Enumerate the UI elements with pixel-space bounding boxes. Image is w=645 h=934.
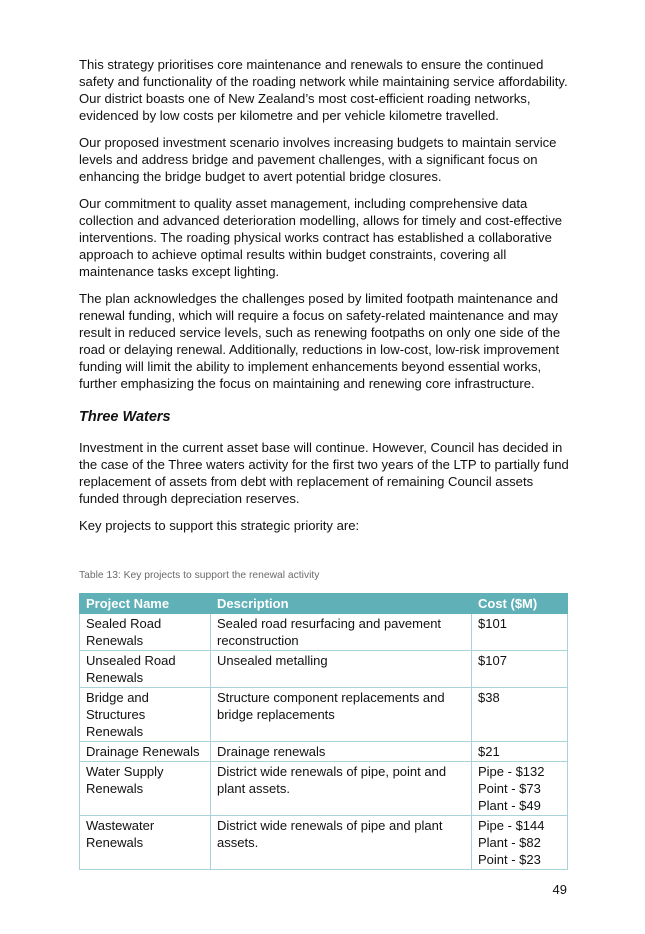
paragraph-asset-management: Our commitment to quality asset management, including comprehensive data collection and advanced deterioration modelling, allows for timely and cost-effective interventions. The roading physical works contract has established a collaborative approach to achieve optimal results within budget constraints, covering all maintenance tasks except lighting. <box>79 196 563 279</box>
table-row <box>80 742 568 762</box>
cell-description: Structure component replacements and bridge replacements <box>211 688 472 742</box>
table-row <box>80 688 568 742</box>
paragraph-key-projects-intro: Key projects to support this strategic priority are: <box>79 518 360 533</box>
table-row <box>80 816 568 870</box>
key-projects-table <box>79 593 568 870</box>
section-heading-three-waters: Three Waters <box>79 409 171 425</box>
table-header-row <box>80 594 568 614</box>
cost-value-pipe: Pipe - $132 <box>478 764 545 779</box>
table-row <box>80 651 568 688</box>
cost-value: $107 <box>478 653 507 668</box>
table-caption: Table 13: Key projects to support the renewal activity <box>79 570 320 581</box>
paragraph-roading-strategy: This strategy prioritises core maintenance and renewals to ensure the continued safety and functionality of the roading network while maintaining service affordability. Our district boasts one of New Zealand’s most cost-efficient roading networks, evidenced by low costs per kilometre and per vehicle kilometre travelled. <box>79 57 568 123</box>
page-number: 49 <box>552 882 567 897</box>
document-body <box>79 56 569 544</box>
cell-cost <box>472 762 568 816</box>
paragraph-three-waters-investment: Investment in the current asset base will continue. However, Council has decided in the case of the Three waters activity for the first two years of the LTP to partially fund replacement of assets from debt with replacement of remaining Council assets funded through depreciation reserves. <box>79 440 569 506</box>
table-row <box>80 762 568 816</box>
cell-description: Drainage renewals <box>211 742 472 762</box>
cost-value-plant: Plant - $49 <box>478 798 541 813</box>
header-project-name: Project Name <box>80 594 211 614</box>
cell-project-name: Unsealed Road Renewals <box>80 651 211 688</box>
cell-project-name: Wastewater Renewals <box>80 816 211 870</box>
table-row <box>80 614 568 651</box>
cell-cost <box>472 651 568 688</box>
header-description: Description <box>211 594 472 614</box>
cell-project-name: Drainage Renewals <box>80 742 211 762</box>
paragraph-investment-scenario: Our proposed investment scenario involves increasing budgets to maintain service levels and address bridge and pavement challenges, with a significant focus on enhancing the bridge budget to avert potential bridge closures. <box>79 135 557 184</box>
cell-cost <box>472 816 568 870</box>
cost-value: $101 <box>478 616 507 631</box>
paragraph-footpath-challenges: The plan acknowledges the challenges posed by limited footpath maintenance and renewal funding, which will require a focus on safety-related maintenance and may result in reduced service levels, such as renewing footpaths on only one side of the road or delaying renewal. Additionally, reductions in low-cost, low-risk improvement funding will limit the ability to implement enhancements beyond essential works, further emphasizing the focus on maintaining and renewing core infrastructure. <box>79 291 561 391</box>
cell-description: Sealed road resurfacing and pavement reconstruction <box>211 614 472 651</box>
cost-value: $38 <box>478 690 500 705</box>
cost-value: $21 <box>478 744 500 759</box>
cost-value-point: Point - $73 <box>478 781 541 796</box>
cell-cost <box>472 742 568 762</box>
cell-description: District wide renewals of pipe, point and plant assets. <box>211 762 472 816</box>
header-cost: Cost ($M) <box>472 594 568 614</box>
cost-value-plant: Plant - $82 <box>478 835 541 850</box>
cell-project-name: Water Supply Renewals <box>80 762 211 816</box>
cell-project-name: Bridge and Structures Renewals <box>80 688 211 742</box>
cell-cost <box>472 614 568 651</box>
cell-project-name: Sealed Road Renewals <box>80 614 211 651</box>
cell-description: District wide renewals of pipe and plant assets. <box>211 816 472 870</box>
cost-value-pipe: Pipe - $144 <box>478 818 545 833</box>
cell-description: Unsealed metalling <box>211 651 472 688</box>
cost-value-point: Point - $23 <box>478 852 541 867</box>
cell-cost <box>472 688 568 742</box>
